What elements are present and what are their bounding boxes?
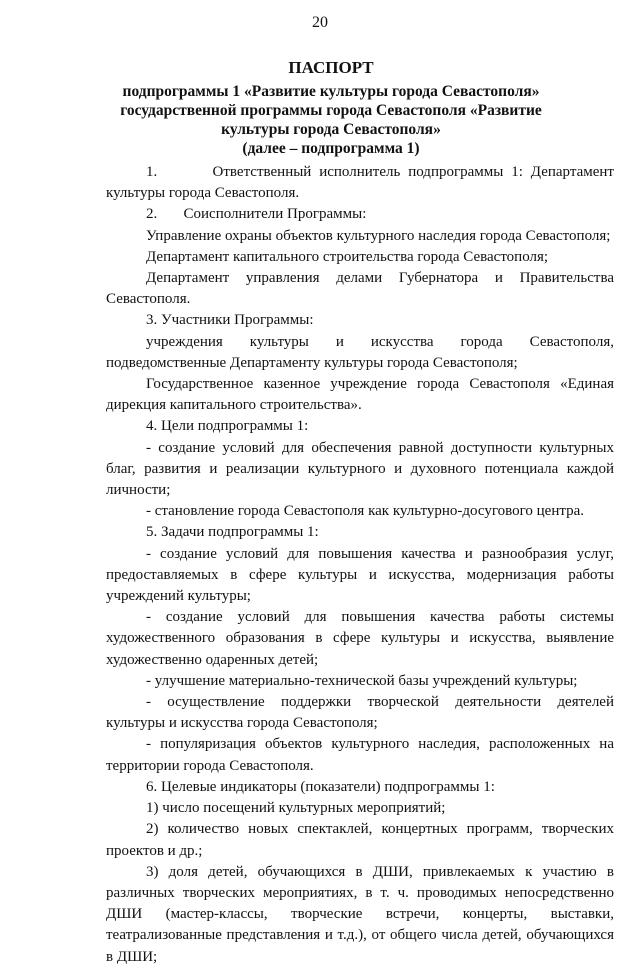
paragraph-participants-heading: 3. Участники Программы: [146, 312, 314, 329]
paragraph-co-executor-2: Департамент капитального строительства города Севастополя; [146, 248, 549, 265]
paragraph-task-1: - создание условий для повышения качества и разнообразия услуг, предоставляемых в сфере культуры и искусства, модернизация работы учреждений культуры; [106, 545, 614, 605]
document-title [90, 57, 572, 158]
title-line-program: государственной программы города Севастополя «Развитие [120, 102, 542, 119]
paragraph-participant-1: учреждения культуры и искусства города Севастополя, подведомственные Департаменту культуры города Севастополя; [106, 333, 614, 371]
paragraph-co-executors-heading: 2. Соисполнители Программы: [146, 206, 367, 223]
paragraph-task-4: - осуществление поддержки творческой деятельности деятелей культуры и искусства города Севастополя; [106, 694, 614, 732]
title-line-program-name: культуры города Севастополя» [221, 121, 441, 138]
paragraph-task-2: - создание условий для повышения качества работы системы художественного образования в сфере культуры и искусства, выявление художественно одаренных детей; [106, 609, 614, 668]
paragraph-task-3: - улучшение материально-технической базы учреждений культуры; [146, 672, 578, 689]
paragraph-participant-2: Государственное казенное учреждение города Севастополя «Единая дирекция капитального строительства». [106, 376, 614, 414]
paragraph-task-5: - популяризация объектов культурного наследия, расположенных на территории города Севастополя. [106, 736, 614, 774]
page-number: 20 [312, 14, 328, 31]
paragraph-indicators-heading: 6. Целевые индикаторы (показатели) подпрограммы 1: [146, 778, 495, 795]
paragraph-co-executor-1: Управление охраны объектов культурного наследия города Севастополя; [146, 227, 611, 244]
title-heading: ПАСПОРТ [288, 58, 374, 77]
paragraph-goal-1: - создание условий для обеспечения равной доступности культурных благ, развития и реализации культурного и духовного потенциала каждой личности; [106, 439, 614, 499]
paragraph-co-executor-3: Департамент управления делами Губернатора и Правительства Севастополя. [106, 270, 614, 308]
paragraph-goal-2: - становление города Севастополя как культурно-досугового центра. [146, 503, 584, 520]
title-line-abbreviation: (далее – подпрограмма 1) [242, 140, 420, 157]
paragraph-tasks-heading: 5. Задачи подпрограммы 1: [146, 524, 319, 541]
title-line-subprogram: подпрограммы 1 «Развитие культуры города Севастополя» [122, 83, 540, 100]
paragraph-goals-heading: 4. Цели подпрограммы 1: [146, 418, 309, 435]
paragraph-indicator-3: 3) доля детей, обучающихся в ДШИ, привлекаемых к участию в различных творческих мероприятиях, в т. ч. проводимых непосредственно ДШИ (мастер-классы, творческие встречи, концерты, выставки, театрализованные представления и т.д.), от общего числа детей, обучающихся в ДШИ; [106, 863, 614, 965]
document-body [106, 162, 614, 968]
paragraph-indicator-2: 2) количество новых спектаклей, концертных программ, творческих проектов и др.; [106, 821, 614, 859]
paragraph-indicator-1: 1) число посещений культурных мероприятий; [146, 800, 446, 817]
paragraph-responsible-executor: 1. Ответственный исполнитель подпрограммы 1: Департамент культуры города Севастополя. [106, 164, 614, 202]
